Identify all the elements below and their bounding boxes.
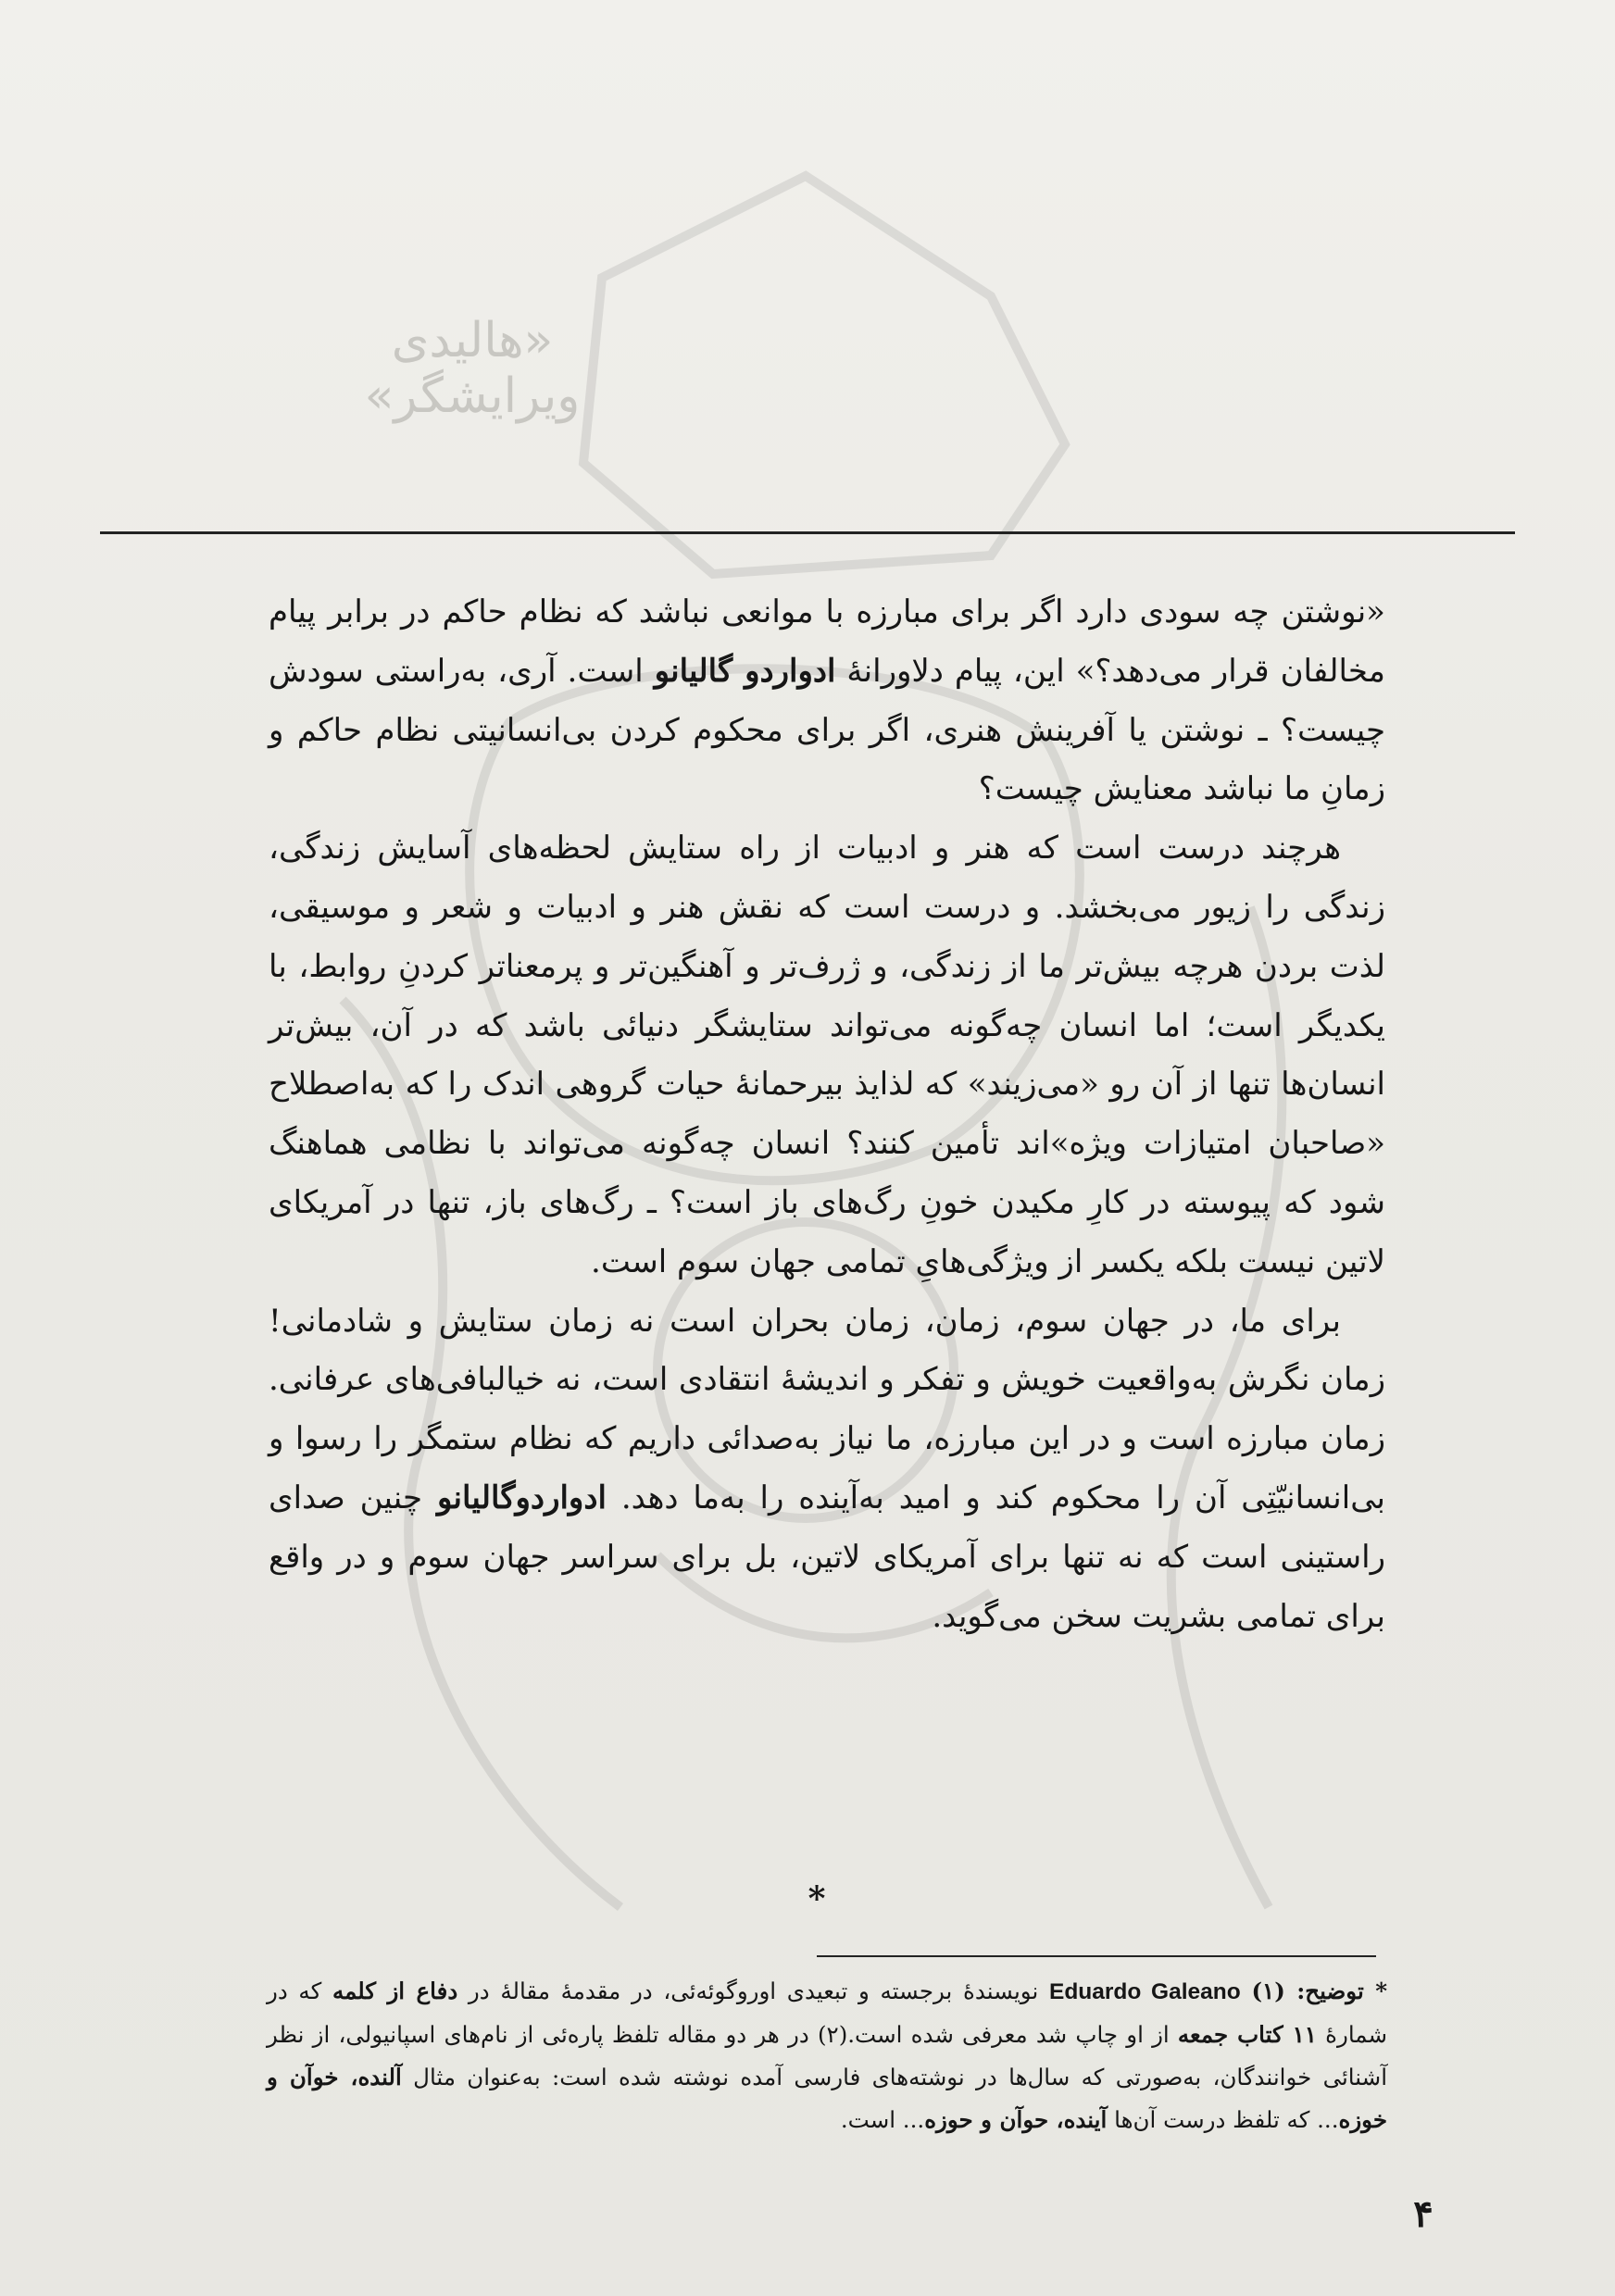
footnote-text-2: که در شمارهٔ <box>267 1978 1387 2048</box>
paragraph-2: هرچند درست است که هنر و ادبیات از راه ستایش لحظه‌های آسایش زندگی، زندگی را زیور می‌بخشد. و درست است که نقش هنر و ادبیات و شعر و موسیقی، لذت بردن هرچه بیش‌تر ما از زندگی، و ژرف‌تر و آهنگین‌تر و پرمعناتر کردنِ روابط، با یکدیگر است؛ اما انسان چه‌گونه می‌تواند ستایشگر دنیائی باشد که در آن، بیش‌تر انسان‌ها تنها از آن رو «می‌زیند» که لذایذ بیرحمانهٔ حیات گروهی اندک را که به‌اصطلاح «صاحبان امتیازات ویژه»اند تأمین کنند؟ انسان چه‌گونه می‌تواند با نظامی هماهنگ شود که پیوسته در کارِ مکیدن خونِ رگ‌های باز است؟ ـ رگ‌های باز، تنها در آمریکای لاتین نیست بلکه یکسر از ویژگی‌هایِ تمامی جهان سوم است. <box>269 830 1385 1280</box>
footnote-text-5: ... است. <box>840 2106 925 2133</box>
paragraph-3-text-a: برای ما، در جهان سوم، زمان، زمان بحران است نه زمان ستایش و شادمانی! زمان نگرش به‌واقعیت خویش و تفکر و اندیشهٔ انتقادی است، نه خیالبافی‌های عرفانی. زمان مبارزه است و در این مبارزه، ما نیاز به‌صدائی داریم که نظام ستمگر را رسوا و بی‌انسانیّتِی آن را محکوم کند و امید به‌آینده را به‌ما دهد. <box>269 1302 1385 1516</box>
footnote-bold-1: دفاع از کلمه <box>332 1978 458 2004</box>
section-separator: * <box>808 1879 826 1918</box>
paragraph-3-text-b: چنین صدای راستینی است که نه تنها برای آمریکای لاتین، بل برای سراسر جهان سوم و در واقع برای تمامی بشریت سخن می‌گوید. <box>269 1479 1385 1635</box>
footnote-rule <box>817 1955 1376 1957</box>
footnote-text-1: نویسندهٔ برجسته و تبعیدی اوروگوئه‌ئی، در مقدمهٔ مقالهٔ در <box>457 1978 1049 2004</box>
footnote-latin-name: Eduardo Galeano <box>1048 1979 1241 2004</box>
footnote-text-3: از او چاپ شد معرفی شده است.(۲) در هر دو مقاله تلفظ پاره‌ئی از نام‌های اسپانیولی، از نظر آشنائی خوانندگان، به‌صورتی که سال‌ها در نوشته‌های فارسی آمده نوشته شده است: به‌عنوان مثال <box>267 2021 1387 2090</box>
header-rule <box>100 531 1515 534</box>
page-number: ۴ <box>1413 2192 1433 2236</box>
author-name-2: ادواردوگالیانو <box>436 1479 607 1516</box>
footnote-bold-3: آلنده، خوآن و خوزه <box>267 2064 1387 2133</box>
footnote-bold-2: ۱۱ کتاب جمعه <box>1177 2021 1317 2048</box>
footnote-lead: * توضیح: (۱) <box>1251 1978 1388 2004</box>
author-name: ادواردو گالیانو <box>654 652 836 690</box>
paragraph-1-text-b: است. آری، به‌راستی سودش چیست؟ ـ نوشتن یا آفرینش هنری، اگر برای محکوم کردن بی‌انسانیتی نظام حاکم و زمانِ ما نباشد معنایش چیست؟ <box>269 652 1385 808</box>
footnote-text-4: ... که تلفظ درست آن‌ها <box>1107 2106 1339 2133</box>
footnote <box>267 1970 1387 2141</box>
footnote-bold-4: آینده، حوآن و حوزه <box>924 2106 1108 2133</box>
paragraph-1-text-a: «نوشتن چه سودی دارد اگر برای مبارزه با موانعی نباشد که نظام حاکم در برابر پیام مخالفان قرار می‌دهد؟» این، پیام دلاورانهٔ <box>269 593 1385 690</box>
paragraph-3 <box>269 1292 1385 1647</box>
article-body <box>269 583 1385 1646</box>
faded-caption: «هالیدی ویرایشگر» <box>364 313 581 424</box>
paragraph-1 <box>269 583 1385 819</box>
